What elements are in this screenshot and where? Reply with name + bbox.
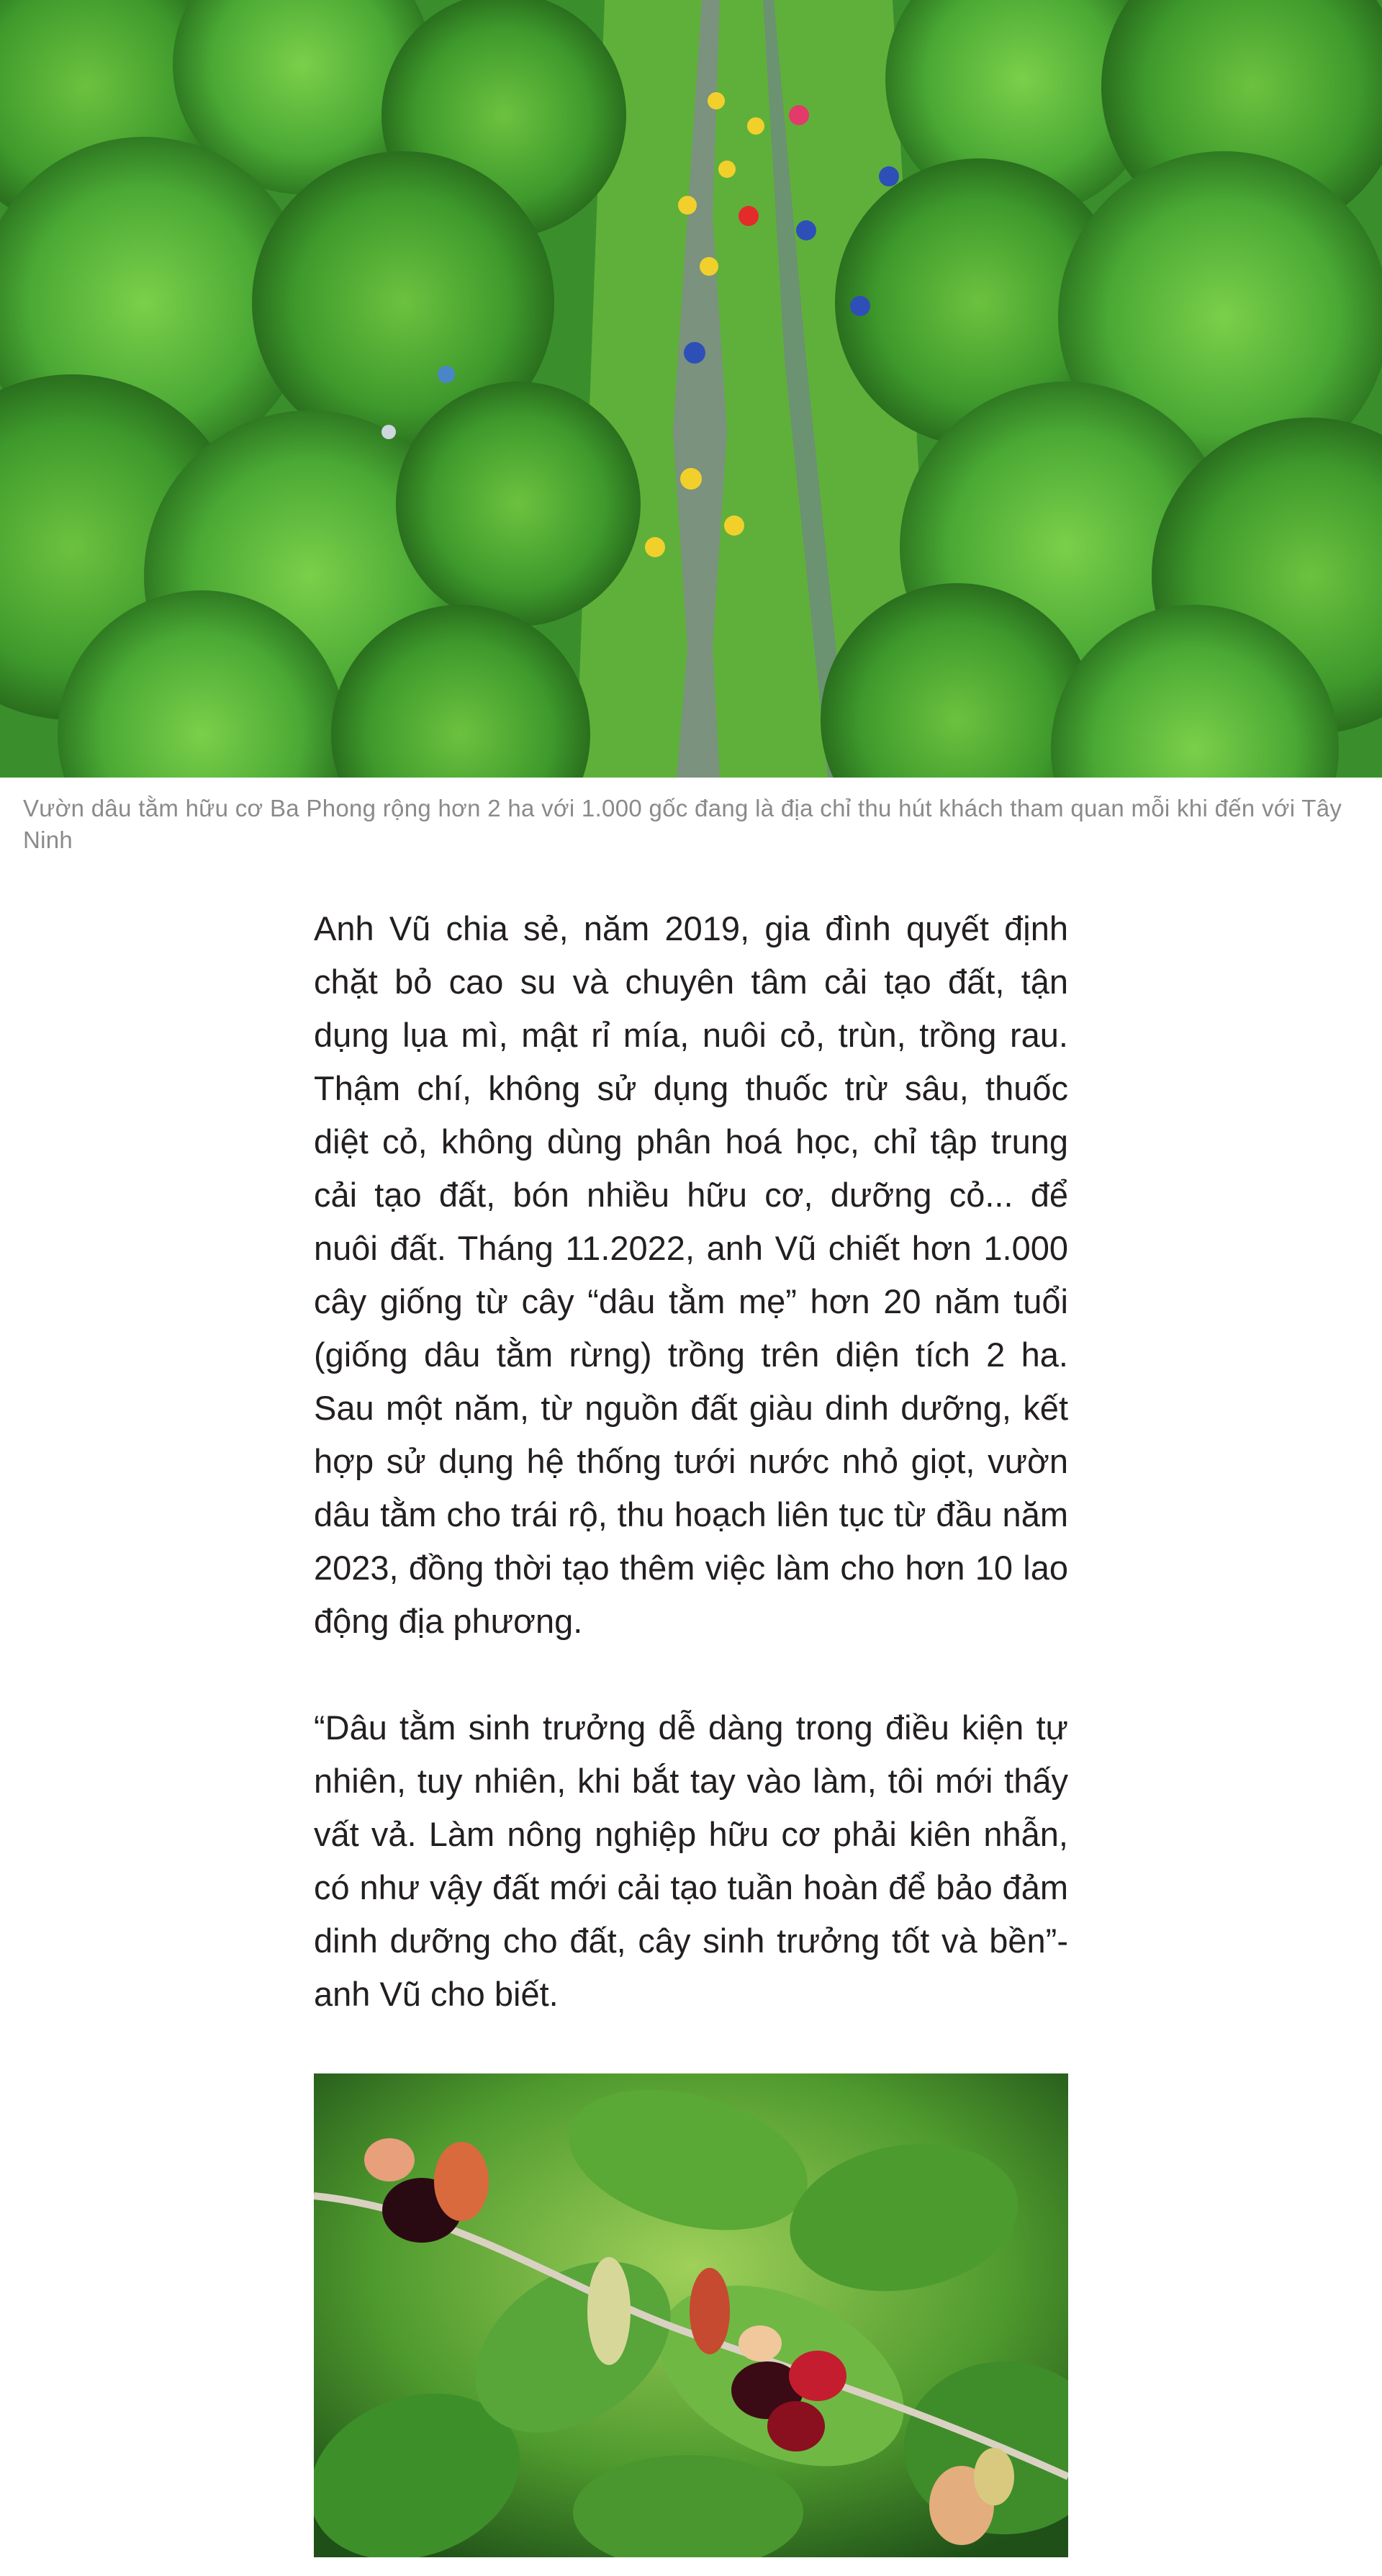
mulberry-photo-illustration (314, 2073, 1068, 2557)
photo-caption: Vườn dâu tằm hữu cơ Ba Phong rộng hơn 2 ha với 1.000 gốc đang là địa chỉ thu hút khách tham quan mỗi khi đến với Tây Ninh (23, 795, 1342, 853)
mulberry-photo (314, 2073, 1068, 2557)
article-paragraph-2: “Dâu tằm sinh trưởng dễ dàng trong điều kiện tự nhiên, tuy nhiên, khi bắt tay vào làm, tôi mới thấy vất vả. Làm nông nghiệp hữu cơ phải kiên nhẫn, có như vậy đất mới cải tạo tuần hoàn để bảo đảm dinh dưỡng cho đất, cây sinh trưởng tốt và bền”- anh Vũ cho biết. (314, 1708, 1068, 2013)
article-paragraph-1: Anh Vũ chia sẻ, năm 2019, gia đình quyết định chặt bỏ cao su và chuyên tâm cải tạo đất, tận dụng lụa mì, mật rỉ mía, nuôi cỏ, trùn, trồng rau. Thậm chí, không sử dụng thuốc trừ sâu, thuốc diệt cỏ, không dùng phân hoá học, chỉ tập trung cải tạo đất, bón nhiều hữu cơ, dưỡng cỏ... để nuôi đất. Tháng 11.2022, anh Vũ chiết hơn 1.000 cây giống từ cây “dâu tằm mẹ” hơn 20 năm tuổi (giống dâu tằm rừng) trồng trên diện tích 2 ha. Sau một năm, từ nguồn đất giàu dinh dưỡng, kết hợp sử dụng hệ thống tưới nước nhỏ giọt, vườn dâu tằm cho trái rộ, thu hoạch liên tục từ đầu năm 2023, đồng thời tạo thêm việc làm cho hơn 10 lao động địa phương. (314, 909, 1068, 1640)
hero-photo (0, 0, 1382, 778)
article-body (314, 902, 1068, 2021)
hero-photo-illustration (0, 0, 1382, 778)
